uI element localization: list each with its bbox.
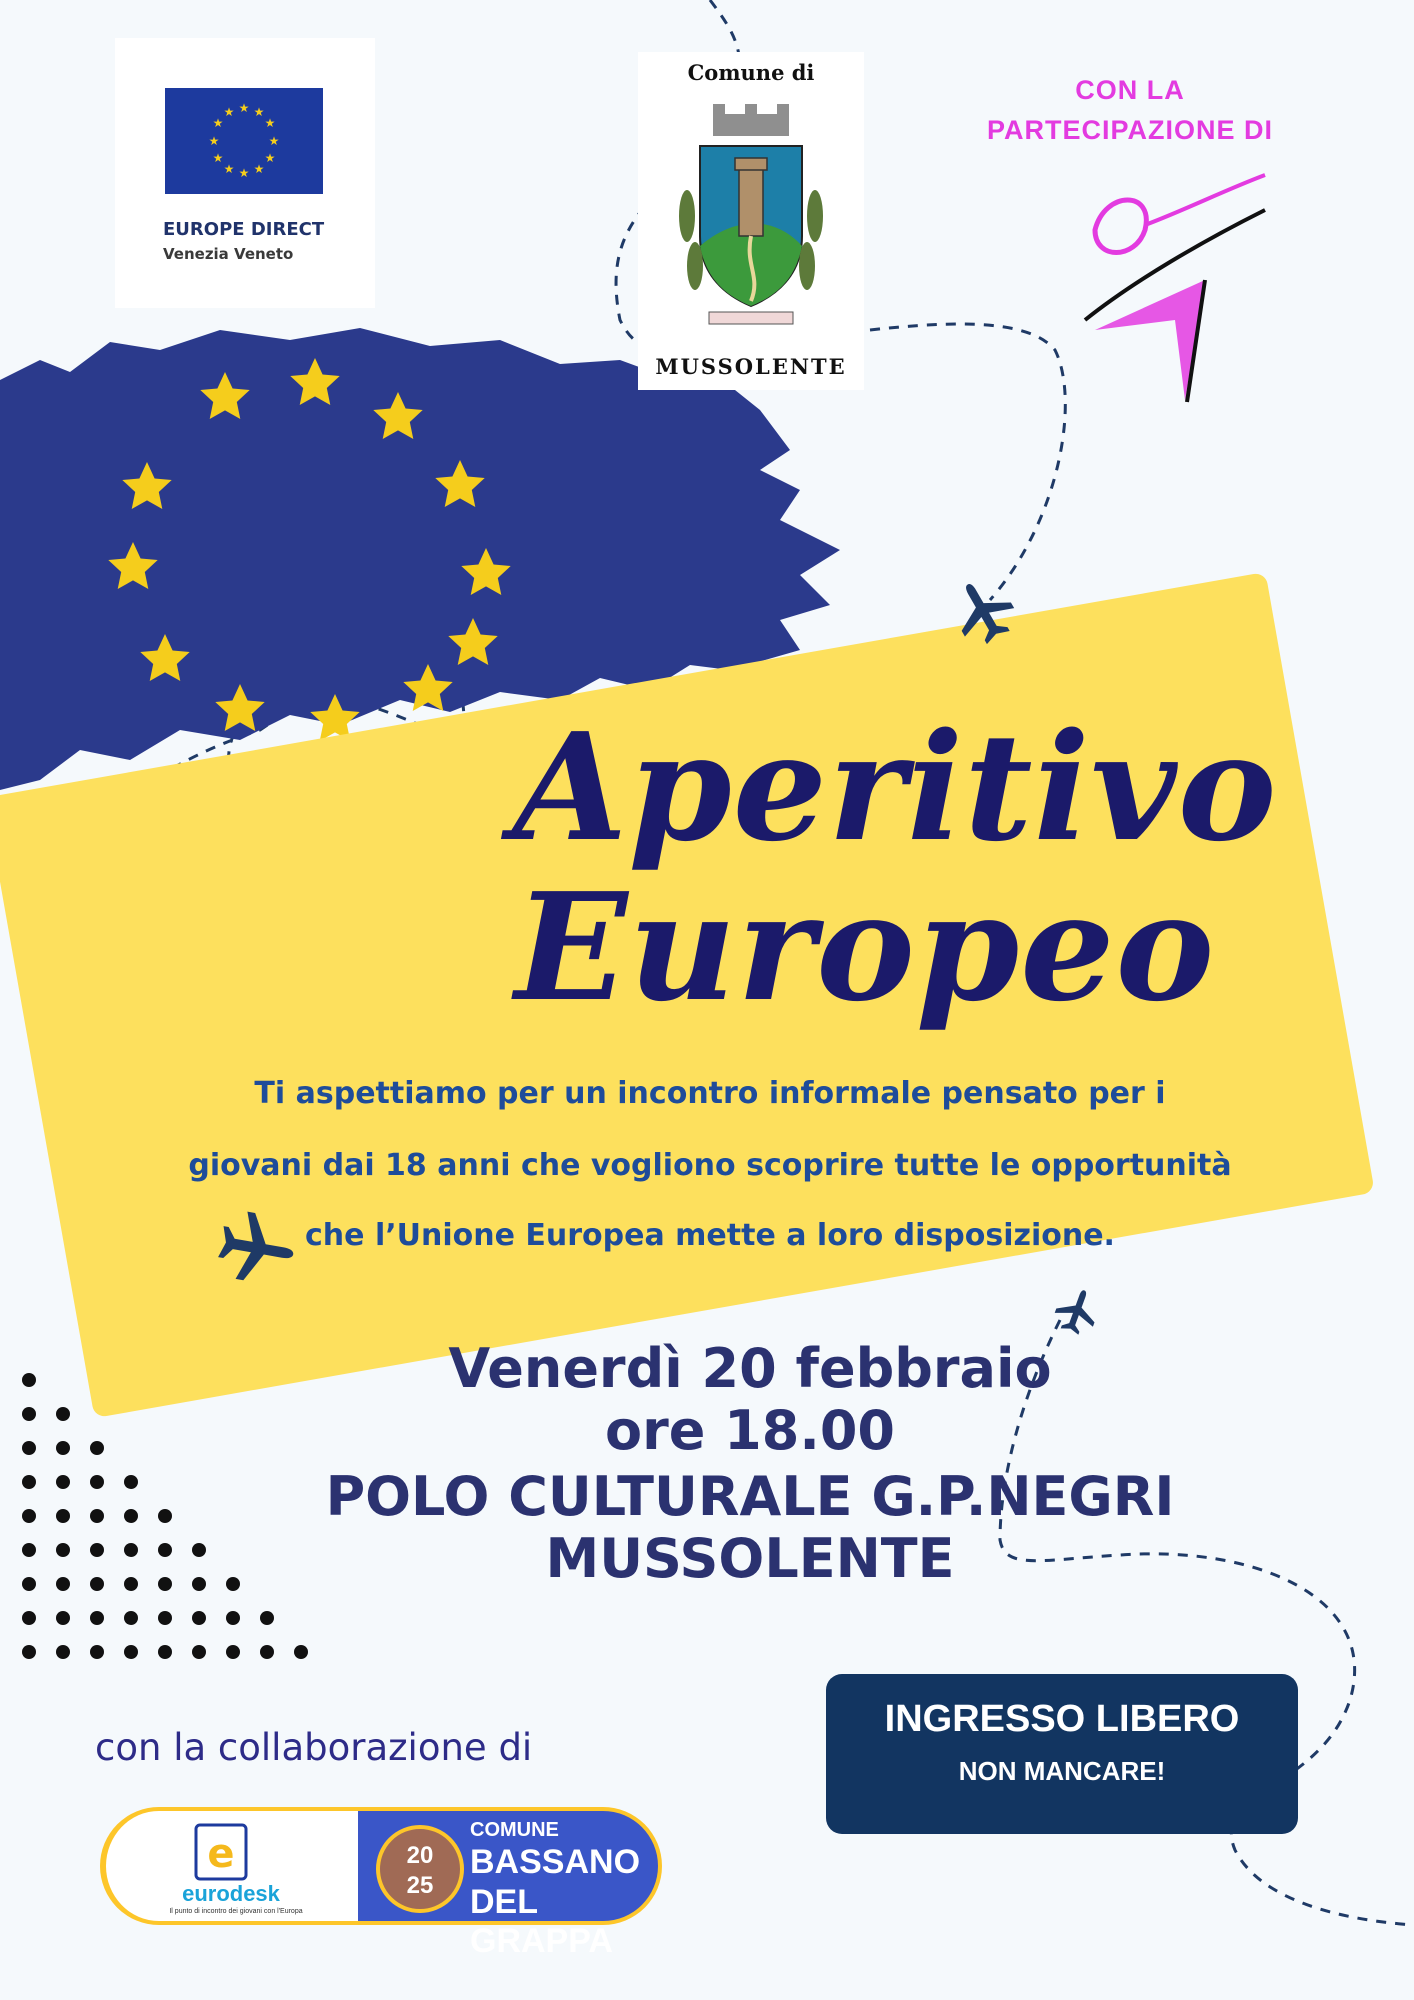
dot: [294, 1645, 308, 1659]
europe-direct-logo: [115, 38, 375, 308]
event-title-line-2: Europeo: [514, 860, 1216, 1034]
comune-name: MUSSOLENTE: [655, 354, 847, 379]
dot: [22, 1475, 36, 1489]
dot: [124, 1645, 138, 1659]
svg-text:★: ★: [268, 134, 280, 148]
dot-pattern: [15, 1360, 375, 1720]
participation-line-1: CON LA: [1075, 75, 1185, 105]
description-line-2: giovani dai 18 anni che vogliono scoprire tutte le opportunità: [188, 1148, 1232, 1183]
eurodesk-e-icon: [194, 1823, 248, 1881]
bassano-name-line-1: BASSANO: [470, 1843, 641, 1881]
dot: [260, 1611, 274, 1625]
collaboration-label: con la collaborazione di: [95, 1726, 533, 1769]
svg-text:e: e: [207, 1831, 235, 1877]
europe-direct-subtitle: Venezia Veneto: [163, 245, 294, 263]
dot: [124, 1475, 138, 1489]
svg-text:★: ★: [264, 151, 276, 165]
free-entry-subtitle: NON MANCARE!: [958, 1756, 1166, 1786]
dot: [22, 1441, 36, 1455]
svg-text:★: ★: [264, 116, 276, 130]
participation-label: [940, 70, 1320, 150]
year-top: 20: [406, 1842, 434, 1869]
dot: [192, 1577, 206, 1591]
svg-text:★: ★: [223, 105, 235, 119]
bassano-comune-label: COMUNE: [470, 1819, 559, 1841]
svg-text:★: ★: [238, 101, 250, 115]
eurodesk-tagline: Il punto di incontro dei giovani con l'Europa: [169, 1908, 303, 1915]
eurodesk-logo: [100, 1807, 358, 1925]
dot: [56, 1611, 70, 1625]
dot: [22, 1611, 36, 1625]
dot: [22, 1407, 36, 1421]
eurodesk-wordmark: eurodesk: [182, 1881, 280, 1906]
europe-direct-title: EUROPE DIRECT: [163, 219, 325, 240]
dot: [22, 1577, 36, 1591]
comune-label: Comune di: [687, 60, 815, 85]
description-line-3: che l’Unione Europea mette a loro disposizione.: [305, 1218, 1115, 1253]
svg-text:★: ★: [212, 151, 224, 165]
dot: [124, 1611, 138, 1625]
eu-flag-icon: [165, 88, 323, 194]
svg-text:★: ★: [253, 162, 265, 176]
dot: [90, 1645, 104, 1659]
event-title-line-1: Aperitivo: [512, 700, 1278, 874]
dot: [22, 1509, 36, 1523]
dot: [90, 1611, 104, 1625]
dot: [124, 1509, 138, 1523]
participation-line-2: PARTECIPAZIONE DI: [986, 115, 1273, 145]
dot: [158, 1543, 172, 1557]
dot: [22, 1373, 36, 1387]
svg-text:★: ★: [238, 166, 250, 180]
dot: [90, 1475, 104, 1489]
dot: [260, 1645, 274, 1659]
dot: [90, 1577, 104, 1591]
event-city: MUSSOLENTE: [545, 1527, 955, 1590]
dot: [124, 1577, 138, 1591]
partner-logos: [90, 1803, 674, 1960]
dot: [90, 1543, 104, 1557]
dot: [192, 1543, 206, 1557]
dot: [56, 1577, 70, 1591]
dot: [22, 1543, 36, 1557]
svg-text:★: ★: [253, 105, 265, 119]
dot: [90, 1441, 104, 1455]
dot: [56, 1509, 70, 1523]
description-line-1: Ti aspettiamo per un incontro informale pensato per i: [254, 1076, 1166, 1111]
coat-of-arms-icon: [665, 96, 837, 348]
svg-text:★: ★: [208, 134, 220, 148]
year-bottom: 25: [406, 1872, 434, 1899]
airplane-icon: [948, 576, 1018, 646]
dot: [192, 1611, 206, 1625]
dot: [56, 1645, 70, 1659]
dot: [90, 1509, 104, 1523]
dot: [56, 1543, 70, 1557]
dot: [226, 1611, 240, 1625]
free-entry-box: [826, 1674, 1298, 1834]
free-entry-title: INGRESSO LIBERO: [884, 1698, 1240, 1740]
svg-text:★: ★: [223, 162, 235, 176]
event-time: ore 18.00: [605, 1399, 895, 1462]
oriel-logo: [1075, 170, 1275, 410]
dot: [22, 1645, 36, 1659]
dot: [158, 1577, 172, 1591]
dot: [226, 1645, 240, 1659]
bassano-logo: [358, 1807, 662, 1960]
bassano-name-line-2: DEL GRAPPA: [470, 1883, 613, 1960]
dot: [158, 1509, 172, 1523]
event-venue: POLO CULTURALE G.P.NEGRI: [325, 1465, 1175, 1528]
dot: [56, 1407, 70, 1421]
dot: [124, 1543, 138, 1557]
airplane-icon: [1052, 1286, 1102, 1336]
dot: [192, 1645, 206, 1659]
dot: [56, 1475, 70, 1489]
dot: [158, 1645, 172, 1659]
comune-mussolente-logo: [638, 52, 864, 390]
dot: [56, 1441, 70, 1455]
event-date: Venerdì 20 febbraio: [448, 1337, 1052, 1400]
svg-text:★: ★: [212, 116, 224, 130]
dot: [226, 1577, 240, 1591]
dot: [158, 1611, 172, 1625]
year-badge: [376, 1825, 464, 1913]
